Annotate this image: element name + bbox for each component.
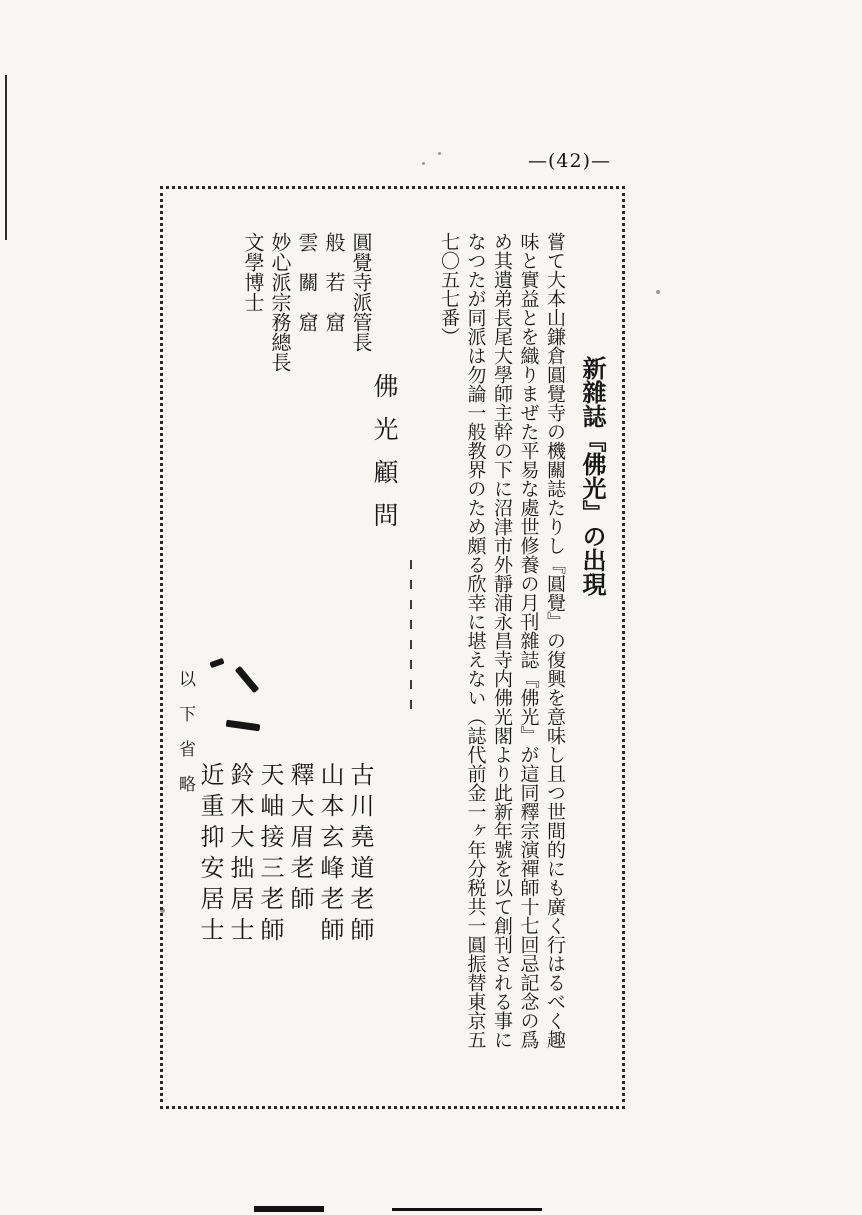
adviser-name: 近重抑安居士 — [196, 762, 224, 948]
dashed-separator — [410, 560, 412, 710]
adviser-names — [195, 762, 375, 948]
adviser-role: 妙心派宗務總長 — [268, 232, 292, 372]
adviser-role: 雲 關 窟 — [295, 232, 319, 332]
adviser-role: 般 若 窟 — [322, 232, 346, 332]
adviser-name: 鈴木大拙居士 — [226, 762, 254, 948]
paper-speck — [422, 162, 425, 165]
adviser-name: 古川堯道老師 — [346, 762, 374, 948]
page-number: —(42)— — [528, 150, 612, 172]
scan-edge-line — [5, 75, 7, 240]
adviser-name: 釋大眉老師 — [286, 762, 314, 917]
paper-speck — [656, 290, 660, 294]
bottom-rule — [254, 1206, 324, 1212]
adviser-role: 圓覺寺派管長 — [349, 232, 373, 352]
adviser-name: 天岫接三老師 — [256, 762, 284, 948]
adviser-name: 山本玄峰老師 — [316, 762, 344, 948]
adviser-roles — [239, 232, 374, 372]
omission-note: 以下省略 — [175, 670, 195, 810]
article-body: 嘗て大本山鎌倉圓覺寺の機關誌たりし『圓覺』の復興を意味し且つ世間的にも廣く行はるべく趣味と實益とを織りまぜた平易な處世修養の月刊雜誌『佛光』が這同釋宗演禪師十七回忌記念の爲め其遺弟長尾大學師主幹の下に沼津市外靜浦永昌寺内佛光閣より此新年號を以て創刊される事になつたが同派は勿論一般教界のため頗る欣幸に堪えない（誌代前金一ヶ年分税共一圓振替東京五七〇五七番） — [438, 232, 566, 1049]
bottom-rule — [392, 1208, 542, 1211]
advisers-heading: 佛光顧問 — [370, 373, 399, 545]
article-headline: 新雜誌『佛光』の出現 — [578, 356, 607, 596]
adviser-role: 文學博士 — [241, 232, 265, 312]
paper-speck — [438, 152, 441, 155]
